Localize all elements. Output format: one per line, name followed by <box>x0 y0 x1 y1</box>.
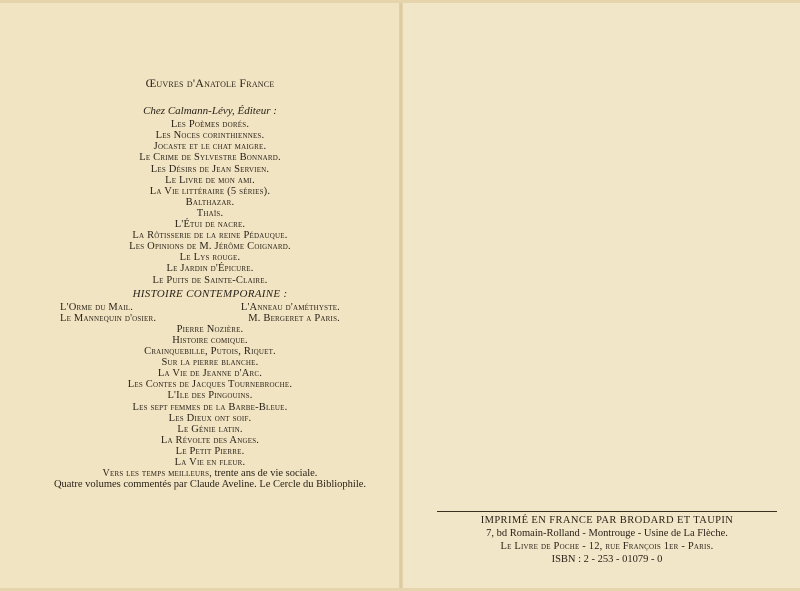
work-title: La Vie en fleur. <box>174 457 246 468</box>
list-title: Œuvres d'Anatole France <box>145 76 275 90</box>
works-list <box>40 78 380 490</box>
tail-line <box>40 468 380 479</box>
work-title: Sur la pierre blanche. <box>161 357 259 369</box>
work-title: Le Petit Pierre. <box>175 445 245 457</box>
section-title: HISTOIRE CONTEMPORAINE : <box>132 287 288 300</box>
work-title: Les Noces corinthiennes. <box>155 130 265 142</box>
colophon-line-3: Le Livre de Poche - 12, rue François 1er - Paris. <box>500 541 714 552</box>
colophon <box>437 511 777 566</box>
work-title: L'Orme du Mail. <box>60 301 134 313</box>
work-title: Les Opinions de M. Jérôme Coignard. <box>129 241 291 253</box>
publisher-heading: Chez Calmann-Lévy, Éditeur : <box>143 105 277 118</box>
histoire-pairs <box>40 302 380 324</box>
work-title: Balthazar. <box>185 196 235 208</box>
work-title: Le Mannequin d'osier. <box>60 312 157 324</box>
colophon-line-4: ISBN : 2 - 253 - 01079 - 0 <box>551 554 663 565</box>
tail-rest: trente ans de vie sociale. <box>211 468 318 480</box>
work-title: Les Désirs de Jean Servien. <box>150 163 270 175</box>
work-title: Le Livre de mon ami. <box>165 174 255 186</box>
work-title: Les sept femmes de la Barbe-Bleue. <box>132 401 288 413</box>
work-title: Le Jardin d'Épicure. <box>166 263 254 275</box>
work-title: La Vie littéraire (5 séries). <box>149 185 271 197</box>
work-title: L'Ile des Pingouins. <box>167 390 253 402</box>
work-title: La Rôtisserie de la reine Pédauque. <box>132 230 288 242</box>
work-title: Crainquebille, Putois, Riquet. <box>144 346 276 358</box>
colophon-rule <box>437 511 777 512</box>
work-title: La Vie de Jeanne d'Arc. <box>157 368 263 380</box>
work-title: Jocaste et le chat maigre. <box>153 141 267 153</box>
work-title: L'Anneau d'améthyste. <box>240 301 340 313</box>
works-group-2 <box>40 324 380 468</box>
last-line: Quatre volumes commentés par Claude Aveline. Le Cercle du Bibliophile. <box>53 479 367 491</box>
work-title: Le Puits de Sainte-Claire. <box>152 274 268 286</box>
work-title: Les Dieux ont soif. <box>168 412 252 424</box>
work-title: Les Poèmes dorés. <box>170 119 250 131</box>
work-title: La Révolte des Anges. <box>160 434 260 446</box>
work-title: L'Étui de nacre. <box>174 219 246 231</box>
tail-title: Vers les temps meilleurs, <box>102 468 212 480</box>
work-title: Les Contes de Jacques Tournebroche. <box>127 379 293 391</box>
work-title: Le Lys rouge. <box>179 252 241 264</box>
colophon-line-2: 7, bd Romain-Rolland - Montrouge - Usine de La Flèche. <box>486 528 728 539</box>
book-gutter <box>399 0 403 591</box>
histoire-row <box>40 302 380 313</box>
work-title: Le Crime de Sylvestre Bonnard. <box>139 152 281 164</box>
colophon-line-1: IMPRIMÉ EN FRANCE PAR BRODARD ET TAUPIN <box>480 515 734 526</box>
page-edge-top <box>0 0 800 3</box>
work-title: Le Génie latin. <box>177 423 243 435</box>
works-group-1 <box>40 119 380 285</box>
histoire-row <box>40 313 380 324</box>
work-title: Thaïs. <box>196 207 224 219</box>
right-page <box>401 0 800 591</box>
work-title: M. Bergeret a Paris. <box>248 312 340 324</box>
work-title: Pierre Nozière. <box>176 323 244 335</box>
work-title: Histoire comique. <box>172 334 248 346</box>
